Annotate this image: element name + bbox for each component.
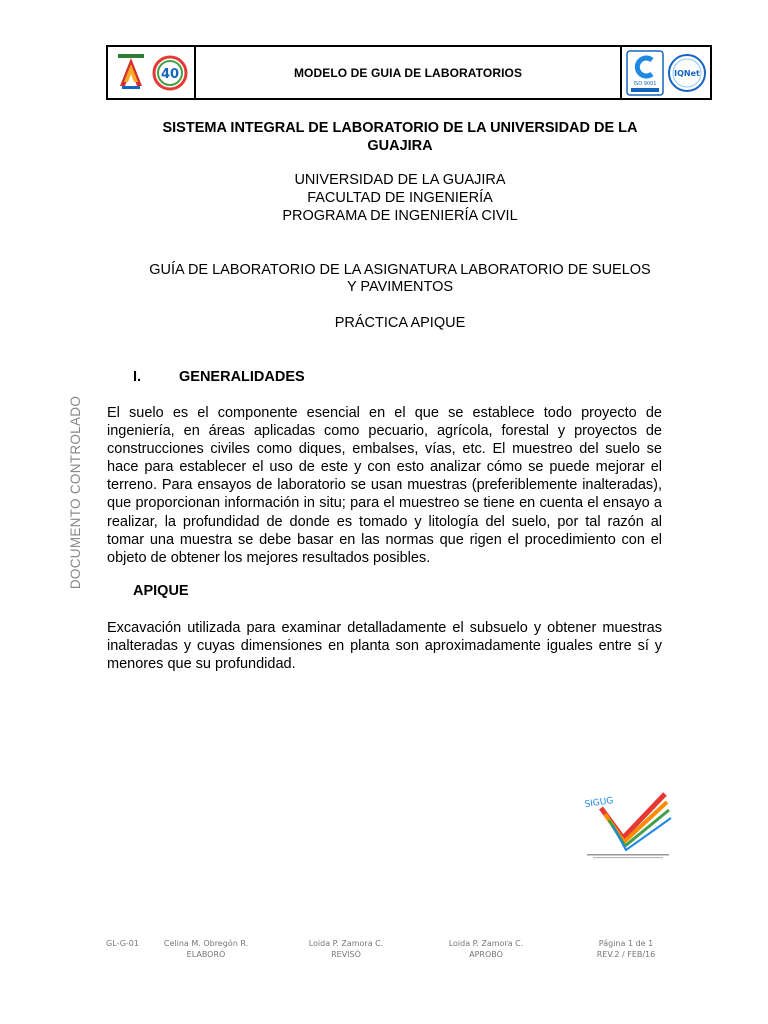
- section-title: GENERALIDADES: [179, 369, 305, 385]
- sigug-logo-text: SIGUG: [584, 796, 615, 810]
- document-header: [106, 45, 712, 100]
- page-number: Página 1 de 1: [598, 939, 654, 948]
- header-title: MODELO DE GUIA DE LABORATORIOS: [293, 65, 523, 80]
- footer-code: GL-G-01: [106, 939, 139, 948]
- guide-title: GUÍA DE LABORATORIO DE LA ASIGNATURA LABORATORIO DE SUELOS Y PAVIMENTOS: [149, 262, 651, 295]
- 40-anniversary-icon: [152, 55, 188, 91]
- elaborated-label: ELABORÓ: [186, 950, 226, 959]
- section-number: I.: [133, 369, 142, 385]
- elaborated-name: Celina M. Obregón R.: [163, 939, 249, 948]
- svg-text:40: 40: [160, 66, 180, 82]
- reviewed-label: REVISÓ: [331, 950, 361, 959]
- svg-text:IQNet: IQNet: [673, 68, 700, 78]
- controlled-document-stamp: DOCUMENTO CONTROLADO: [68, 395, 84, 590]
- reviewed-name: Loida P. Zamora C.: [308, 939, 384, 948]
- program-name: PROGRAMA DE INGENIERÍA CIVIL: [282, 208, 518, 224]
- revision-label: REV.2 / FEB/16: [596, 950, 656, 959]
- university-logo-icon: [114, 52, 148, 94]
- sigug-logo-icon: [583, 790, 673, 860]
- header-logo-cell-left: [108, 47, 196, 98]
- iso-9001-certification-icon: [626, 50, 664, 96]
- footer-reviewed: [296, 938, 396, 960]
- approved-name: Loida P. Zamora C.: [448, 939, 524, 948]
- iqnet-certification-icon: [667, 53, 707, 93]
- subsection-title: APIQUE: [133, 583, 189, 599]
- main-title: SISTEMA INTEGRAL DE LABORATORIO DE LA UNIVERSIDAD DE LA GUAJIRA: [162, 120, 638, 154]
- header-logo-cell-right: [620, 47, 710, 98]
- approved-label: APROBÓ: [469, 950, 503, 959]
- footer-elaborated: [156, 938, 256, 960]
- footer-approved: [436, 938, 536, 960]
- footer-page: [586, 938, 666, 960]
- svg-text:ISO 9001: ISO 9001: [633, 80, 656, 87]
- section-heading: [133, 369, 305, 385]
- generalities-paragraph: El suelo es el componente esencial en el que se establece todo proyecto de ingeniería, en áreas aplicadas como pecuario, agrícola, forestal y proyectos de construcciones civiles como diques, embalses, vías, etc. El muestreo del suelo se hace para establecer el uso de este y con esto analizar cómo se puede mejorar el terreno. Para ensayos de laboratorio se usan muestras (preferiblemente inalteradas), que proporcionan información in situ; para el muestreo se tiene en cuenta el ensayo a realizar, la profundidad de donde es tomado y litología del suelo, por tal razón al tomar una muestra se debe basar en las normas que rigen el procedimiento con el objeto de obtener los mejores resultados posibles.: [107, 405, 662, 566]
- apique-paragraph: Excavación utilizada para examinar detalladamente el subsuelo y obtener muestras inalteradas y cuyas dimensiones en planta son aproximadamente iguales entre sí y menores que su profundidad.: [107, 620, 662, 673]
- faculty-name: FACULTAD DE INGENIERÍA: [307, 190, 493, 206]
- institution-block: [130, 171, 670, 225]
- university-name: UNIVERSIDAD DE LA GUAJIRA: [294, 172, 506, 188]
- practice-title: PRÁCTICA APIQUE: [334, 315, 466, 331]
